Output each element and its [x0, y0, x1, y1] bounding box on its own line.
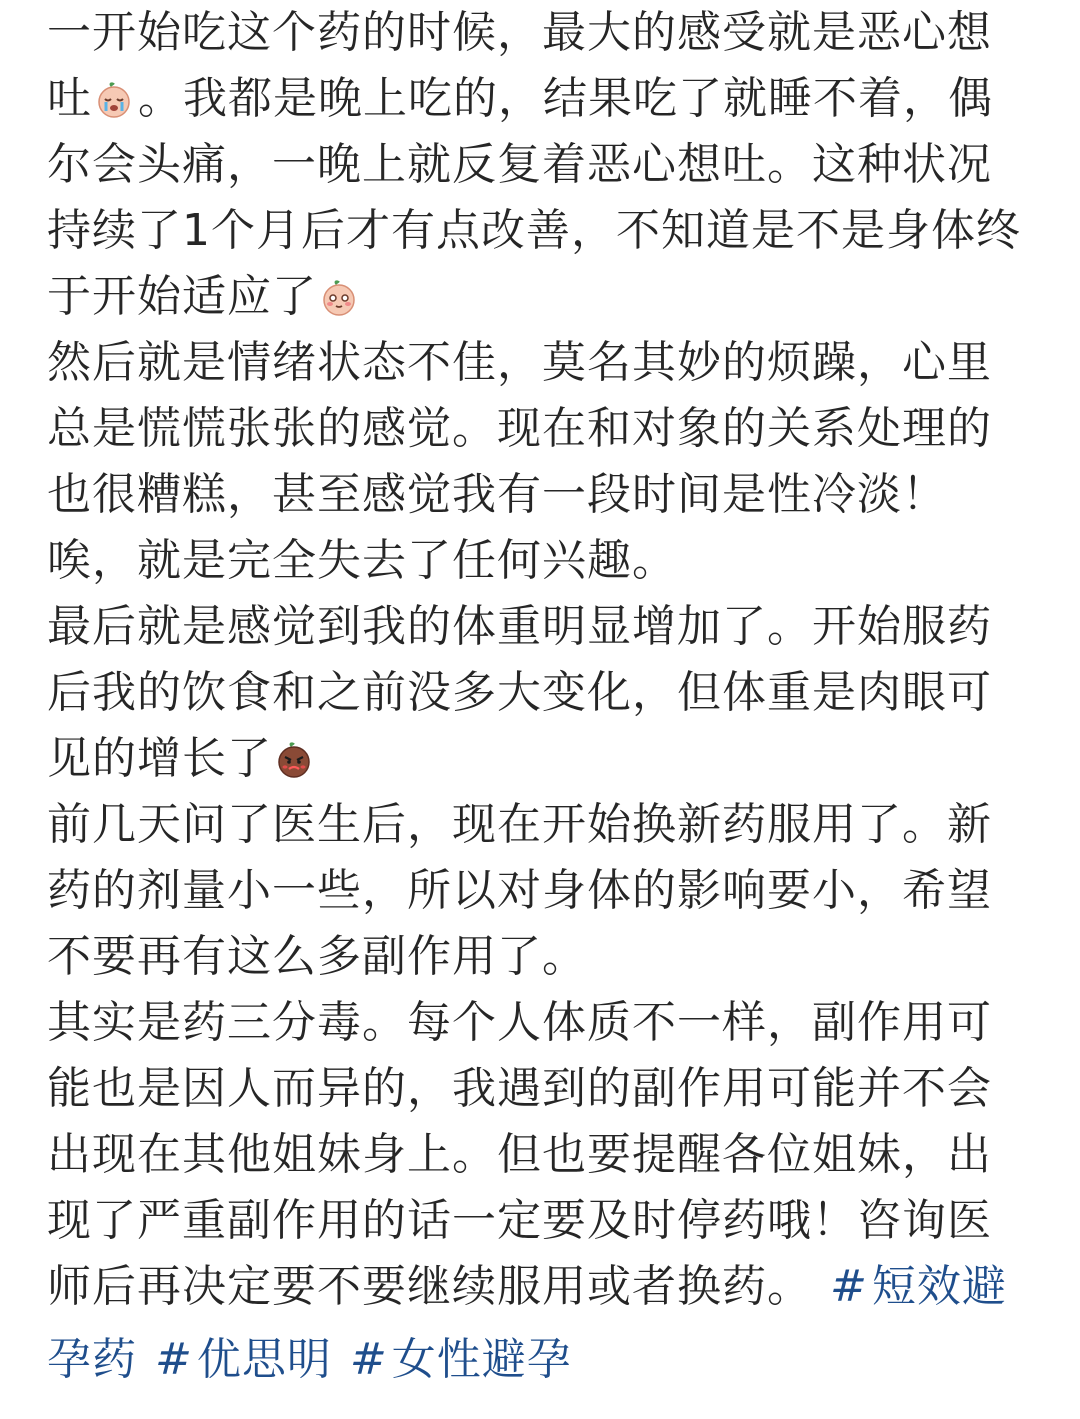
post-line [47, 858, 1037, 924]
post-text: 其实是药三分毒。每个人体质不一样，副作用可 [47, 997, 992, 1048]
post-text: 吐 [47, 73, 92, 124]
hashtag-link-short-acting-contraceptive-continued[interactable] [47, 1320, 137, 1400]
post-text: 尔会头痛，一晚上就反复着恶心想吐。这种状况 [47, 139, 992, 190]
post-line [47, 0, 1037, 66]
post-text: 总是慌慌张张的感觉。现在和对象的关系处理的 [47, 403, 992, 454]
hashtag-link-female-contraception[interactable] [350, 1320, 572, 1400]
post-text: 前几天问了医生后，现在开始换新药服用了。新 [47, 799, 992, 850]
post-line [47, 132, 1037, 198]
hashtag-symbol: # [349, 1334, 388, 1385]
post-line [47, 1122, 1037, 1188]
hashtag-text: 优思明 [196, 1334, 332, 1385]
post-line [47, 198, 1037, 264]
post-text: 后我的饮食和之前没多大变化，但体重是肉眼可 [47, 667, 992, 718]
post-line [47, 66, 1037, 132]
post-line [47, 330, 1037, 396]
post-text: 持续了1个月后才有点改善，不知道是不是身体终 [47, 205, 1021, 256]
post-text: 最后就是感觉到我的体重明显增加了。开始服药 [47, 601, 992, 652]
post-line [47, 1254, 1037, 1320]
post-line [47, 990, 1037, 1056]
post-line [47, 792, 1037, 858]
post-line [47, 528, 1037, 594]
post-text: 于开始适应了 [47, 271, 317, 322]
hashtag-link-yasmin[interactable] [155, 1320, 332, 1400]
blushing-peach-emoji-icon [319, 270, 359, 310]
hashtag-text: 短效避 [871, 1261, 1007, 1312]
hashtag-link-short-acting-contraceptive[interactable] [830, 1254, 1007, 1320]
post-line [47, 924, 1037, 990]
post-text: 不要再有这么多副作用了。 [47, 931, 587, 982]
angry-peach-emoji-icon [274, 732, 314, 772]
hashtag-text: 女性避孕 [391, 1334, 572, 1385]
post-text: 唉，就是完全失去了任何兴趣。 [47, 535, 677, 586]
post-line [47, 1320, 1037, 1400]
crying-peach-emoji-icon [94, 72, 134, 112]
post-text: 药的剂量小一些，所以对身体的影响要小，希望 [47, 865, 992, 916]
hashtag-symbol: # [830, 1261, 868, 1312]
post-line [47, 396, 1037, 462]
post-text: 能也是因人而异的，我遇到的副作用可能并不会 [47, 1063, 992, 1114]
post-line [47, 594, 1037, 660]
post-line [47, 264, 1037, 330]
post-text: 也很糟糕，甚至感觉我有一段时间是性冷淡！ [47, 469, 947, 520]
post-text: 一开始吃这个药的时候，最大的感受就是恶心想 [47, 7, 992, 58]
post-text: 师后再决定要不要继续服用或者换药。 [47, 1261, 812, 1312]
post-text: 见的增长了 [47, 733, 272, 784]
post-line [47, 1188, 1037, 1254]
post-line [47, 726, 1037, 792]
post-text: 然后就是情绪状态不佳，莫名其妙的烦躁，心里 [47, 337, 992, 388]
post-body [47, 0, 1037, 1400]
post-line [47, 462, 1037, 528]
post-text: 出现在其他姐妹身上。但也要提醒各位姐妹，出 [47, 1129, 992, 1180]
post-text: 。我都是晚上吃的，结果吃了就睡不着，偶 [138, 73, 993, 124]
post-line [47, 1056, 1037, 1122]
post-line [47, 660, 1037, 726]
hashtag-text: 孕药 [47, 1334, 137, 1385]
post-text: 现了严重副作用的话一定要及时停药哦！咨询医 [47, 1195, 992, 1246]
hashtag-symbol: # [155, 1334, 193, 1385]
